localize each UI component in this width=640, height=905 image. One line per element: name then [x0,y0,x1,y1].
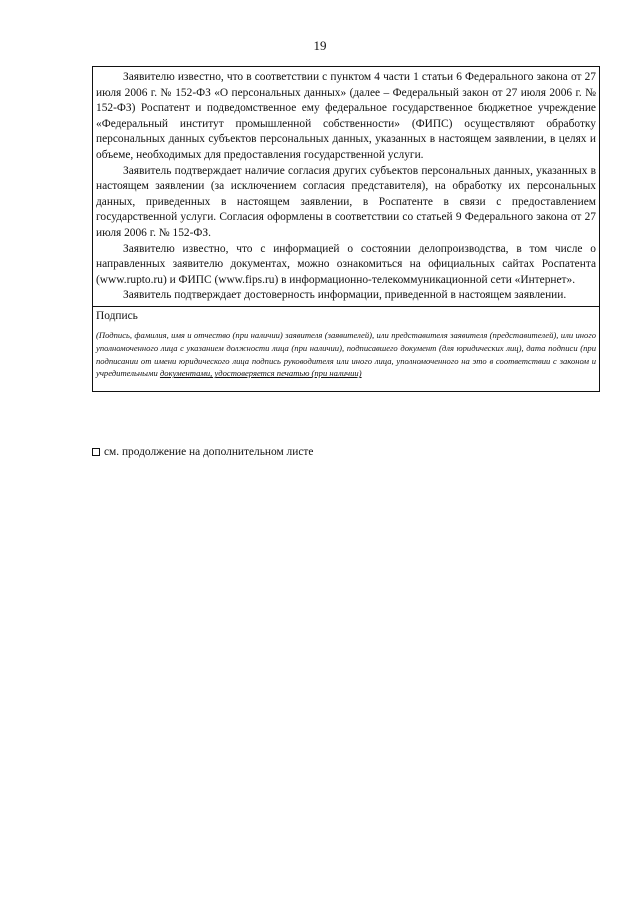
signature-instructions [96,329,596,380]
page-number: 19 [313,38,327,53]
application-form-table [92,66,600,392]
signature-field[interactable] [93,307,599,391]
signature-label: Подпись [96,309,138,322]
consent-paragraph: Заявителю известно, что в соответствии с пунктом 4 части 1 статьи 6 Федерального закона от 27 июля 2006 г. № 152-ФЗ «О персональных данных» (далее – Федеральный закон от 27 июля 2006 г. № 152-ФЗ) Роспатент и подведомственное ему федеральное государственное бюджетное учреждение «Федеральный институт промышленной собственности» (ФИПС) осуществляют обработку персональных данных субъектов персональных данных, указанных в настоящем заявлении, в целях и объеме, необходимых для предоставления государственной услуги. [96,71,596,161]
continuation-option[interactable] [92,446,313,458]
consent-paragraph: Заявитель подтверждает наличие согласия других субъектов персональных данных, указанных в настоящем заявлении (за исключением согласия представителя), на обработку их персональных данных, приведенных в настоящем заявлении, в Роспатенте в связи с предоставлением государственной услуги. Согласия оформлены в соответствии со статьей 9 Федерального закона от 27 июля 2006 г. № 152-ФЗ. [96,164,596,239]
signature-instructions-text: (Подпись, фамилия, имя и отчество (при наличии) заявителя (заявителей), или представителя заявителя (представителей), или иного уполномоченного лица с указанием должности лица (при наличии), подписавшего документ (для юридических лиц), дата подписи (при подписании от имени юридического лица подпись руководителя или иного лица, уполномоченного на это в соответствии с законом и учредительными [96,329,596,379]
signature-instructions-last-line: документами, удостоверяется печатью (при наличии) [159,368,362,379]
continuation-label: см. продолжение на дополнительном листе [104,446,314,458]
consent-paragraph: Заявитель подтверждает достоверность информации, приведенной в настоящем заявлении. [123,289,567,302]
continuation-checkbox[interactable] [92,448,100,456]
personal-data-consent-section [93,67,599,307]
consent-paragraph: Заявителю известно, что с информацией о состоянии делопроизводства, в том числе о направленных заявителю документах, можно ознакомиться на официальных сайтах Роспатента (www.rupto.ru) и ФИПС (www.fips.ru) в информационно-телекоммуникационной сети «Интернет». [96,242,596,286]
